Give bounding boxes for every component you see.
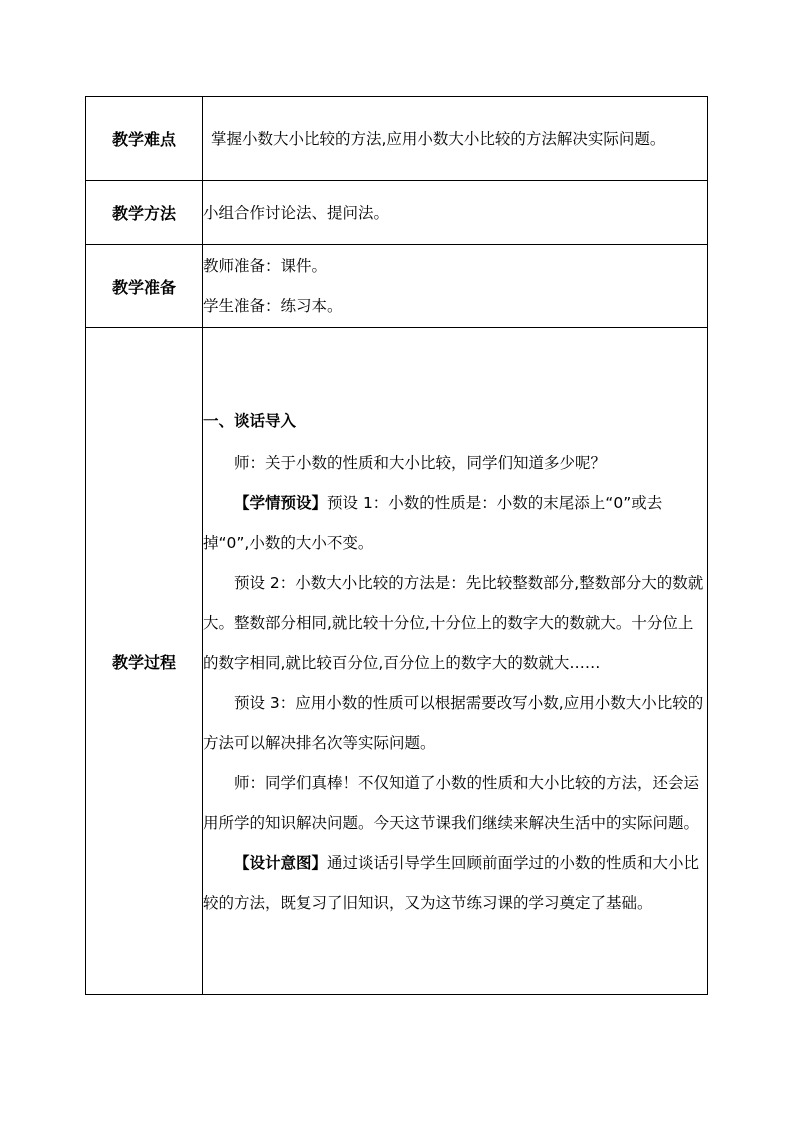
design-intent-tag: 【设计意图】 xyxy=(234,854,328,872)
content-teaching-process xyxy=(203,328,708,995)
process-paragraph-4: 预设 3：应用小数的性质可以根据需要改写小数,应用小数大小比较的方法可以解决排名次等实际问题。 xyxy=(203,694,704,752)
content-teaching-method xyxy=(203,181,708,245)
content-teaching-difficulty xyxy=(203,97,708,181)
prep-student-text: 学生准备：练习本。 xyxy=(203,297,343,315)
process-paragraph-2 xyxy=(203,483,707,563)
process-paragraph-5: 师：同学们真棒！不仅知道了小数的性质和大小比较的方法，还会运用所学的知识解决问题。今天这节课我们继续来解决生活中的实际问题。 xyxy=(203,774,700,832)
label-teaching-prep: 教学准备 xyxy=(86,245,203,328)
row-teaching-method xyxy=(86,181,708,245)
process-paragraph-3: 预设 2：小数大小比较的方法是：先比较整数部分,整数部分大的数就大。整数部分相同,就比较十分位,十分位上的数字大的数就大。十分位上的数字相同,就比较百分位,百分位上的数字大的数就大…… xyxy=(203,574,704,672)
difficulty-text: 掌握小数大小比较的方法,应用小数大小比较的方法解决实际问题。 xyxy=(211,129,666,148)
presumption-tag: 【学情预设】 xyxy=(234,494,328,512)
prep-teacher-text: 教师准备：课件。 xyxy=(203,257,328,275)
method-text: 小组合作讨论法、提问法。 xyxy=(203,203,390,222)
label-teaching-difficulty: 教学难点 xyxy=(86,97,203,181)
design-intent-text: 通过谈话引导学生回顾前面学过的小数的性质和大小比较的方法，既复习了旧知识，又为这节练习课的学习奠定了基础。 xyxy=(203,854,700,912)
row-teaching-process xyxy=(86,328,708,995)
row-teaching-prep xyxy=(86,245,708,328)
process-paragraph-6 xyxy=(203,843,707,923)
process-heading: 一、谈话导入 xyxy=(203,412,297,430)
lesson-plan-table xyxy=(85,96,708,995)
process-paragraph-1: 师：关于小数的性质和大小比较，同学们知道多少呢？ xyxy=(234,454,607,472)
label-teaching-process: 教学过程 xyxy=(86,328,203,995)
presumption-text: 预设 1：小数的性质是：小数的末尾添上“0”或去掉“0”,小数的大小不变。 xyxy=(203,494,663,552)
content-teaching-prep xyxy=(203,245,708,328)
row-teaching-difficulty xyxy=(86,97,708,181)
label-teaching-method: 教学方法 xyxy=(86,181,203,245)
